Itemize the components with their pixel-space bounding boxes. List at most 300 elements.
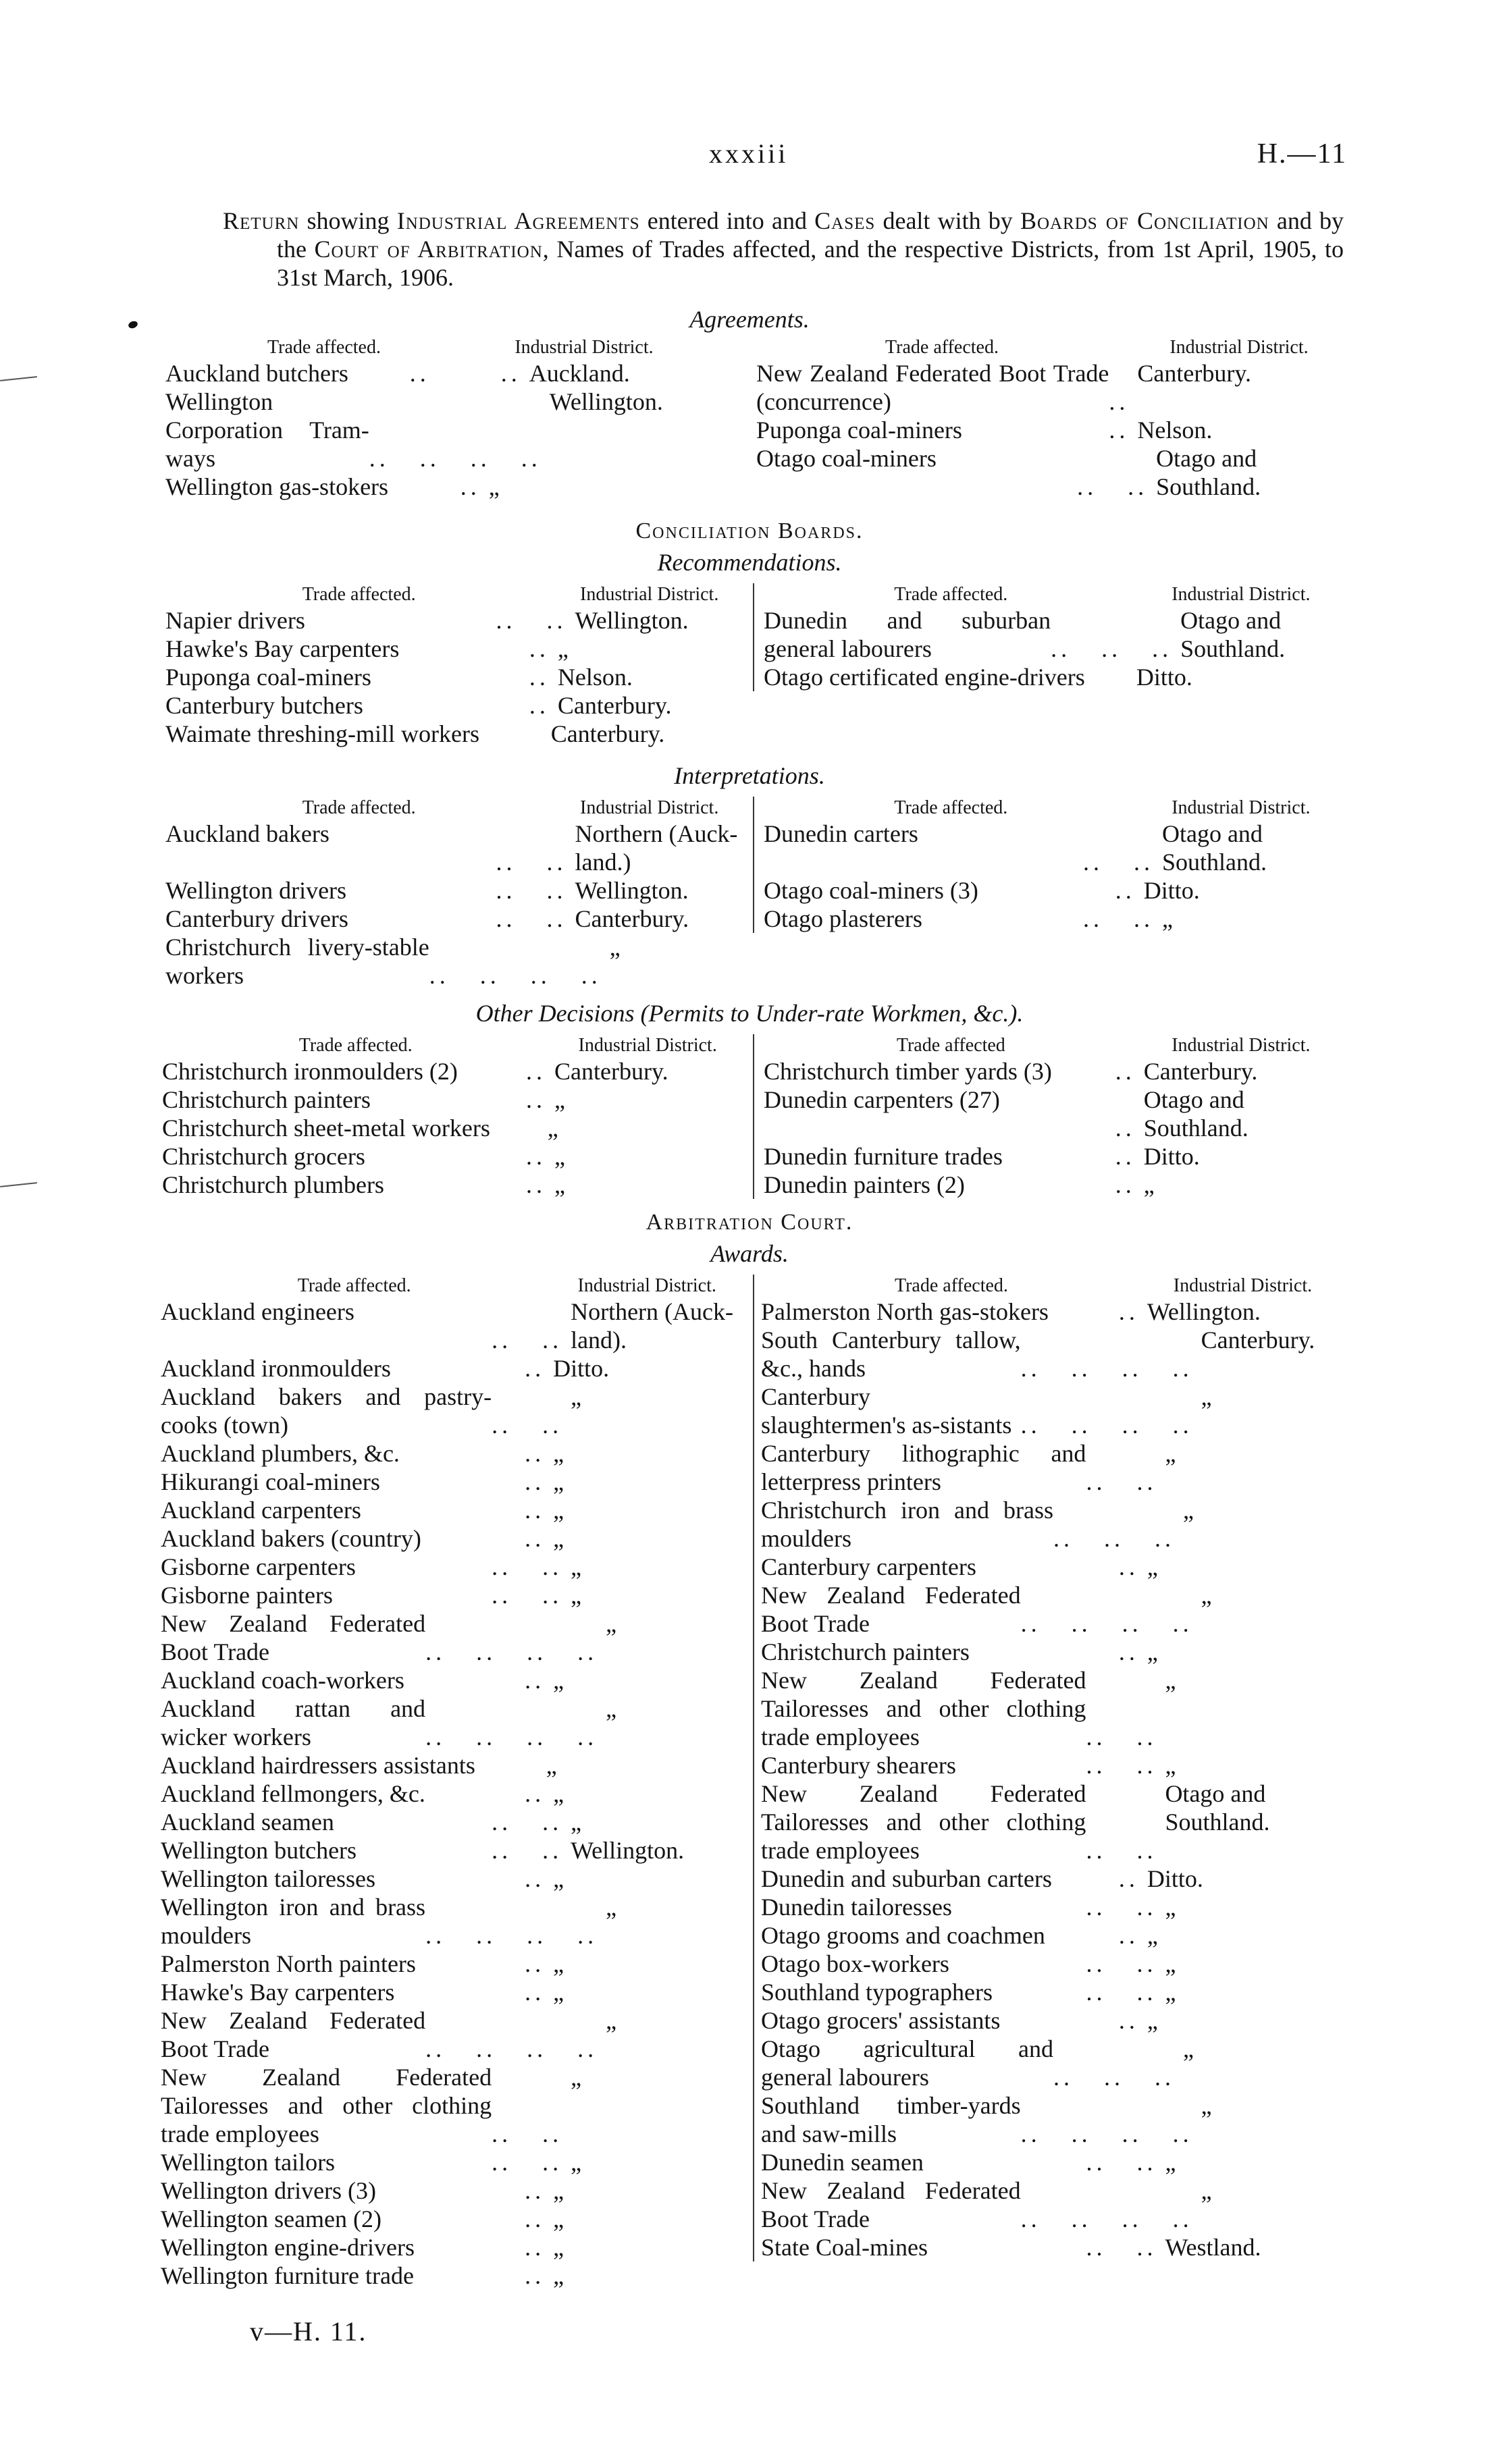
leader-dots: .. <box>526 1086 547 1113</box>
leader-dots: .. .. <box>1082 849 1154 876</box>
trade-affected: New Zealand Federated Tailoresses and other clothing trade employees <box>161 2064 492 2147</box>
leader-dots: .. <box>525 1865 546 1892</box>
industrial-district: Canterbury. <box>550 720 665 747</box>
industrial-district: „ <box>553 1780 564 1807</box>
table-row <box>161 1496 746 1524</box>
leader-dots: .. .. .. .. <box>1020 2205 1193 2232</box>
table-row <box>764 820 1344 876</box>
trade-affected: Waimate threshing-mill workers <box>165 720 479 747</box>
industrial-district: „ <box>1165 1440 1176 1467</box>
leader-dots: .. .. .. .. <box>1020 1355 1193 1382</box>
industrial-district: „ <box>571 1809 582 1836</box>
trade-affected: Puponga coal-miners <box>756 417 962 444</box>
industrial-district: „ <box>554 1171 566 1198</box>
trade-affected: Wellington iron and brass moulders <box>161 1894 426 1949</box>
column-header-row <box>764 1034 1344 1057</box>
interpretations-heading: Interpretations. <box>674 762 825 789</box>
industrial-district: „ <box>606 1695 617 1722</box>
industrial-district: „ <box>606 1610 617 1637</box>
leader-dots: .. .. <box>492 1327 563 1354</box>
industrial-district: Wellington. <box>575 877 689 904</box>
industrial-district: „ <box>571 1383 582 1410</box>
trade-affected: Auckland carpenters <box>161 1497 361 1524</box>
industrial-district: Ditto. <box>1143 1143 1200 1170</box>
trade-affected: Gisborne painters <box>161 1582 333 1609</box>
industrial-district: „ <box>1147 1638 1158 1665</box>
industrial-district: Wellington. <box>549 388 663 415</box>
trade-affected: Canterbury shearers <box>761 1752 956 1779</box>
leader-dots: .. <box>1118 1298 1139 1325</box>
industrial-district: „ <box>1165 1950 1176 1977</box>
industrial-district: Wellington. <box>1147 1298 1261 1325</box>
table-row <box>161 2233 746 2261</box>
table-row <box>761 1865 1344 1893</box>
table-row <box>761 1383 1344 1439</box>
title-text: showing <box>299 207 397 234</box>
industrial-district: „ <box>554 1143 566 1170</box>
leader-dots: .. <box>1115 877 1136 904</box>
title-text: and by the <box>277 207 1344 263</box>
table-row <box>756 359 1344 416</box>
leader-dots: .. <box>526 1143 547 1170</box>
trade-affected: Canterbury butchers <box>165 692 363 719</box>
trade-affected: Dunedin tailoresses <box>761 1894 952 1921</box>
leader-dots: .. <box>525 1979 546 2006</box>
leader-dots: .. .. .. <box>1053 1525 1176 1552</box>
trade-affected: Wellington drivers <box>165 877 347 904</box>
industrial-district: Canterbury. <box>554 1058 668 1085</box>
leader-dots: .. .. .. <box>1053 2064 1176 2091</box>
leader-dots: .. .. <box>492 1837 563 1864</box>
trade-affected: Dunedin painters (2) <box>764 1171 965 1198</box>
table-row <box>165 663 746 691</box>
leader-dots: .. <box>526 1171 547 1198</box>
leader-dots: .. <box>525 1497 546 1524</box>
leader-dots: .. <box>1115 1171 1136 1198</box>
leader-dots: .. .. <box>492 2149 563 2176</box>
table-row <box>161 1865 746 1893</box>
table-row <box>761 1553 1344 1581</box>
leader-dots: .. <box>1109 388 1130 415</box>
leader-dots: .. .. <box>1086 1950 1157 1977</box>
table-row <box>764 1142 1344 1171</box>
trade-affected: Dunedin carpenters (27) <box>764 1086 1000 1113</box>
leader-dots: .. <box>1115 1143 1136 1170</box>
table-row <box>165 635 746 663</box>
industrial-district-header: Industrial District. <box>515 337 654 358</box>
trade-affected: Auckland bakers <box>165 820 330 847</box>
industrial-district: Otago and Southland. <box>1161 820 1267 876</box>
trade-affected: Wellington tailors <box>161 2149 336 2176</box>
title-industrial-agreements: Industrial Agreements <box>396 207 640 234</box>
recommendations-left-column <box>165 583 746 748</box>
trade-affected: New Zealand Federated Boot Trade <box>761 1582 1021 1637</box>
trade-affected: Dunedin and suburban general labourers <box>764 607 1051 662</box>
industrial-district: „ <box>553 1497 564 1524</box>
trade-affected: Auckland bakers and pastry-cooks (town) <box>161 1383 492 1439</box>
industrial-district: Ditto. <box>1136 664 1192 691</box>
page-number: xxxiii <box>709 138 789 169</box>
industrial-district: „ <box>609 934 621 961</box>
trade-affected-header: Trade affected. <box>894 1275 1008 1296</box>
table-row <box>161 1893 746 1950</box>
table-row <box>161 2261 746 2290</box>
industrial-district: „ <box>571 1582 582 1609</box>
industrial-district-header: Industrial District. <box>578 1035 717 1056</box>
leader-dots: .. <box>525 1355 546 1382</box>
trade-affected: Wellington Corporation Tram-ways <box>165 388 369 472</box>
leader-dots: .. .. .. .. <box>1020 1412 1193 1439</box>
table-row <box>161 1779 746 1808</box>
leader-dots: .. <box>1118 1553 1139 1580</box>
table-row <box>161 1553 746 1581</box>
leader-dots: .. .. <box>1086 1837 1157 1864</box>
trade-affected-header: Trade affected. <box>298 1035 413 1056</box>
industrial-district: Otago and Southland. <box>1156 445 1261 500</box>
table-row <box>165 820 746 876</box>
leader-dots: .. .. .. <box>1051 635 1173 662</box>
table-row <box>161 1666 746 1694</box>
trade-affected: Auckland butchers <box>165 360 348 387</box>
trade-affected: Auckland rattan and wicker workers <box>161 1695 426 1750</box>
industrial-district: „ <box>553 2262 564 2289</box>
table-row <box>764 1171 1344 1199</box>
column-header-row <box>756 336 1344 359</box>
interpretations-right-column <box>753 797 1344 933</box>
trade-affected: Wellington drivers (3) <box>161 2177 377 2204</box>
leader-dots: .. .. <box>1086 1723 1157 1750</box>
trade-affected: Otago agricultural and general labourers <box>761 2035 1054 2091</box>
table-row <box>764 876 1344 905</box>
trade-affected: Otago box-workers <box>761 1950 949 1977</box>
industrial-district: Otago and Southland. <box>1180 607 1286 662</box>
table-row <box>761 1439 1344 1496</box>
table-row <box>162 1086 746 1114</box>
industrial-district: „ <box>571 2149 582 2176</box>
industrial-district: „ <box>547 1115 558 1142</box>
industrial-district: „ <box>553 1440 564 1467</box>
industrial-district: „ <box>553 2177 564 2204</box>
industrial-district-header: Industrial District. <box>577 1275 716 1296</box>
title-boards-of-conciliation: Boards of Conciliation <box>1020 207 1269 234</box>
table-row <box>756 444 1344 501</box>
industrial-district: „ <box>1165 1894 1176 1921</box>
trade-affected: New Zealand Federated Boot Trade <box>161 2007 426 2062</box>
industrial-district-header: Industrial District. <box>1172 584 1311 605</box>
industrial-district: Canterbury. <box>1143 1058 1258 1085</box>
table-row <box>165 473 685 501</box>
table-row <box>161 2205 746 2233</box>
table-row <box>161 1524 746 1553</box>
trade-affected: Otago plasterers <box>764 905 922 932</box>
leader-dots: .. .. .. .. <box>425 1922 598 1949</box>
table-row <box>761 1950 1344 1978</box>
table-row <box>761 1297 1344 1326</box>
table-row <box>165 905 746 933</box>
industrial-district: „ <box>557 635 569 662</box>
conciliation-heading: Conciliation Boards. <box>635 518 864 543</box>
industrial-district: „ <box>571 2064 582 2091</box>
table-row <box>165 691 746 720</box>
table-row <box>764 905 1344 933</box>
leader-dots: .. .. <box>1082 905 1154 932</box>
leader-dots: .. <box>525 2234 546 2261</box>
column-header-row <box>165 336 685 359</box>
industrial-district: Northern (Auck-land). <box>571 1298 733 1354</box>
trade-affected: Wellington seamen (2) <box>161 2205 382 2232</box>
column-header-row <box>761 1275 1344 1297</box>
trade-affected: Otago grocers' assistants <box>761 2007 1001 2034</box>
title-text: , Names of Trades affected, and the respective Districts, from 1st April, 1905, to 31st March, 1906. <box>277 236 1344 291</box>
return-title <box>223 207 1344 292</box>
table-row <box>161 1609 746 1666</box>
industrial-district: Canterbury. <box>557 692 672 719</box>
trade-affected: Christchurch livery-stable workers <box>165 934 429 989</box>
leader-dots: .. .. .. .. <box>429 962 602 989</box>
table-row <box>761 2233 1344 2261</box>
industrial-district-header: Industrial District. <box>580 584 719 605</box>
table-row <box>161 2063 746 2148</box>
leader-dots: .. .. <box>1086 1752 1157 1779</box>
trade-affected: Christchurch painters <box>162 1086 371 1113</box>
leader-dots: .. .. .. .. <box>425 1723 598 1750</box>
industrial-district: „ <box>1161 905 1173 932</box>
table-row <box>761 2148 1344 2176</box>
trade-affected: Southland timber-yards and saw-mills <box>761 2092 1021 2147</box>
trade-affected: New Zealand Federated Tailoresses and other clothing trade employees <box>761 1667 1086 1750</box>
trade-affected: Southland typographers <box>761 1979 993 2006</box>
trade-affected: Canterbury drivers <box>165 905 348 932</box>
industrial-district: „ <box>571 1553 582 1580</box>
leader-dots: .. <box>1115 1115 1136 1142</box>
trade-affected: Canterbury carpenters <box>761 1553 976 1580</box>
table-row <box>162 1114 746 1142</box>
recommendations-heading: Recommendations. <box>657 549 842 576</box>
industrial-district: „ <box>1183 2035 1194 2062</box>
leader-dots: .. <box>1115 1058 1136 1085</box>
table-row <box>161 1354 746 1383</box>
trade-affected: New Zealand Federated Boot Trade <box>761 2177 1021 2232</box>
leader-dots: .. <box>1118 1638 1139 1665</box>
industrial-district: Wellington. <box>571 1837 685 1864</box>
trade-affected: Auckland bakers (country) <box>161 1525 421 1552</box>
table-row <box>165 720 746 748</box>
industrial-district: „ <box>1165 1979 1176 2006</box>
trade-affected: New Zealand Federated Tailoresses and other clothing trade employees <box>761 1780 1086 1864</box>
industrial-district: „ <box>553 1468 564 1495</box>
trade-affected: Auckland hairdressers assistants <box>161 1752 475 1779</box>
table-row <box>761 1893 1344 1921</box>
industrial-district: Wellington. <box>575 607 689 634</box>
leader-dots: .. <box>525 1950 546 1977</box>
leader-dots: .. <box>525 2262 546 2289</box>
agreements-heading: Agreements. <box>689 306 810 333</box>
title-court-of-arbitration: Court of Arbitration <box>314 236 543 263</box>
industrial-district: Otago and Southland. <box>1165 1780 1270 1836</box>
industrial-district: Canterbury. <box>575 905 689 932</box>
leader-dots: .. <box>525 2205 546 2232</box>
trade-affected: Wellington furniture trade <box>161 2262 414 2289</box>
leader-dots: .. <box>1118 1865 1139 1892</box>
trade-affected: Napier drivers <box>165 607 305 634</box>
table-row <box>761 2006 1344 2035</box>
leader-dots: .. <box>1109 417 1130 444</box>
trade-affected: South Canterbury tallow, &c., hands <box>761 1327 1021 1382</box>
industrial-district: „ <box>1165 1667 1176 1694</box>
title-text: entered into and <box>639 207 815 234</box>
table-row <box>161 2006 746 2063</box>
trade-affected: Wellington tailoresses <box>161 1865 376 1892</box>
arbitration-heading: Arbitration Court. <box>646 1210 853 1235</box>
table-row <box>162 1171 746 1199</box>
industrial-district-header: Industrial District. <box>580 797 719 818</box>
industrial-district: Westland. <box>1165 2234 1261 2261</box>
industrial-district: „ <box>1201 1383 1212 1410</box>
trade-affected: Wellington engine-drivers <box>161 2234 415 2261</box>
trade-affected: Dunedin and suburban carters <box>761 1865 1052 1892</box>
industrial-district: „ <box>1201 1582 1212 1609</box>
leader-dots: .. .. <box>496 849 567 876</box>
table-row <box>761 1496 1344 1553</box>
leader-dots: .. <box>525 1440 546 1467</box>
column-header-row <box>764 583 1344 606</box>
trade-affected: Auckland plumbers, &c. <box>161 1440 400 1467</box>
industrial-district: „ <box>606 2007 617 2034</box>
leader-dots: .. <box>1118 1922 1139 1949</box>
table-row <box>162 1057 746 1086</box>
table-row <box>161 1581 746 1609</box>
table-row <box>161 2176 746 2205</box>
leader-dots: .. .. .. .. <box>1020 1610 1193 1637</box>
industrial-district: „ <box>553 1525 564 1552</box>
industrial-district: Nelson. <box>557 664 633 691</box>
table-row <box>764 663 1344 691</box>
leader-dots: .. .. .. .. <box>369 445 542 472</box>
margin-mark <box>0 1182 37 1187</box>
trade-affected: Palmerston North gas-stokers <box>761 1298 1049 1325</box>
table-row <box>161 1297 746 1354</box>
trade-affected: Palmerston North painters <box>161 1950 416 1977</box>
table-row <box>161 1751 746 1779</box>
table-row <box>764 1086 1344 1142</box>
trade-affected: Wellington gas-stokers <box>165 473 389 500</box>
trade-affected: Dunedin carters <box>764 820 918 847</box>
trade-affected: Christchurch painters <box>761 1638 970 1665</box>
table-row <box>761 1921 1344 1950</box>
trade-affected-header: Trade affected. <box>297 1275 411 1296</box>
leader-dots: .. <box>1118 2007 1139 2034</box>
leader-dots: .. .. <box>1086 2149 1157 2176</box>
leader-dots: .. <box>525 1667 546 1694</box>
industrial-district-header: Industrial District. <box>1173 1275 1313 1296</box>
table-row <box>761 2091 1344 2148</box>
table-row <box>161 1439 746 1468</box>
industrial-district: Canterbury. <box>1201 1327 1315 1354</box>
trade-affected: Christchurch iron and brass moulders <box>761 1497 1054 1552</box>
table-row <box>764 606 1344 663</box>
leader-dots: .. .. <box>492 1582 563 1609</box>
trade-affected-header: Trade affected. <box>894 584 1008 605</box>
trade-affected: Wellington butchers <box>161 1837 357 1864</box>
industrial-district: „ <box>553 1950 564 1977</box>
trade-affected-header: Trade affected. <box>302 584 416 605</box>
industrial-district: „ <box>553 1865 564 1892</box>
table-row <box>761 1978 1344 2006</box>
industrial-district: „ <box>1165 2149 1176 2176</box>
leader-dots: .. <box>526 1058 547 1085</box>
leader-dots: .. .. <box>1086 1468 1157 1495</box>
leader-dots: .. <box>529 664 550 691</box>
table-row <box>761 1779 1344 1865</box>
leader-dots: .. .. <box>1086 2234 1157 2261</box>
industrial-district: Ditto. <box>553 1355 610 1382</box>
industrial-district: „ <box>553 2205 564 2232</box>
table-row <box>161 1694 746 1751</box>
trade-affected: New Zealand Federated Boot Trade <box>161 1610 426 1665</box>
industrial-district-header: Industrial District. <box>1169 337 1309 358</box>
column-header-row <box>764 797 1344 820</box>
folio <box>0 138 1499 178</box>
table-row <box>761 1751 1344 1779</box>
industrial-district: „ <box>553 1979 564 2006</box>
awards-left-column <box>161 1275 746 2290</box>
leader-dots: .. .. <box>492 2120 563 2147</box>
table-row <box>161 1383 746 1439</box>
industrial-district-header: Industrial District. <box>1172 797 1311 818</box>
trade-affected-header: Trade affected. <box>894 797 1008 818</box>
industrial-district: Ditto. <box>1143 877 1200 904</box>
table-row <box>161 1836 746 1865</box>
title-cases: Cases <box>814 207 876 234</box>
trade-affected: Hawke's Bay carpenters <box>165 635 400 662</box>
trade-affected: Gisborne carpenters <box>161 1553 356 1580</box>
table-row <box>761 1581 1344 1638</box>
industrial-district: „ <box>606 1894 617 1921</box>
industrial-district: „ <box>553 2234 564 2261</box>
leader-dots: .. .. <box>1086 1979 1157 2006</box>
table-row <box>161 1978 746 2006</box>
leader-dots: .. .. .. .. <box>1020 2120 1193 2147</box>
leader-dots: .. .. <box>1086 1894 1157 1921</box>
document-reference: H.—11 <box>1257 138 1347 169</box>
leader-dots: .. <box>529 635 550 662</box>
industrial-district-header: Industrial District. <box>1172 1035 1311 1056</box>
industrial-district: „ <box>1143 1171 1155 1198</box>
industrial-district: Northern (Auck-land.) <box>575 820 738 876</box>
leader-dots: .. .. .. .. <box>425 1638 598 1665</box>
agreements-left-column <box>165 336 685 501</box>
trade-affected: Hawke's Bay carpenters <box>161 1979 395 2006</box>
leader-dots: .. .. <box>496 877 567 904</box>
recommendations-right-column <box>753 583 1344 691</box>
other-decisions-right-column <box>753 1034 1344 1199</box>
table-row <box>761 1666 1344 1751</box>
leader-dots: .. <box>529 692 550 719</box>
title-text: dealt with by <box>875 207 1020 234</box>
footer-signature: v—H. 11. <box>250 2316 367 2347</box>
other-decisions-heading: Other Decisions (Permits to Under-rate Workmen, &c.). <box>475 1000 1024 1027</box>
table-row <box>761 2035 1344 2091</box>
trade-affected: Christchurch plumbers <box>162 1171 384 1198</box>
trade-affected: Canterbury lithographic and letterpress printers <box>761 1440 1086 1495</box>
trade-affected: Otago certificated engine-drivers <box>764 664 1085 691</box>
industrial-district: „ <box>546 1752 557 1779</box>
table-row <box>161 1950 746 1978</box>
trade-affected: State Coal-mines <box>761 2234 928 2261</box>
table-row <box>165 933 746 990</box>
industrial-district: „ <box>553 1667 564 1694</box>
column-header-row <box>165 797 746 820</box>
